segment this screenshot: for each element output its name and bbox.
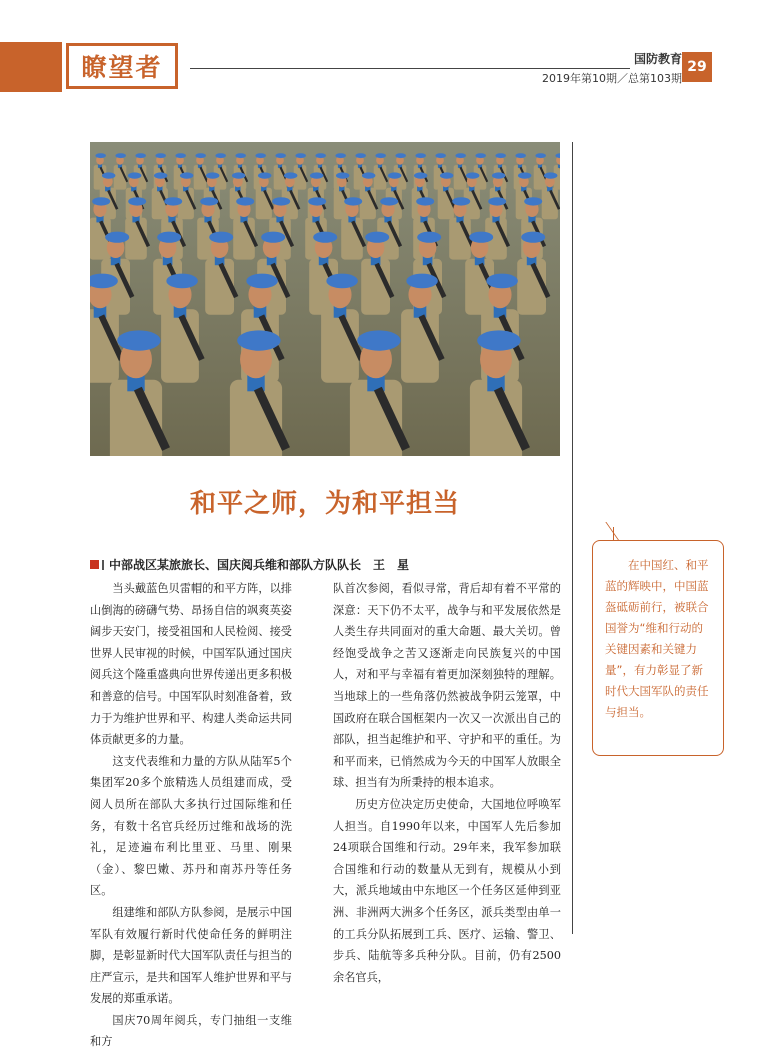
paragraph: 这支代表维和力量的方队从陆军5个集团军20多个旅精选人员组建而成，受阅人员所在部队大多执行过国际维和任务，有数十名官兵经历过维和战场的洗礼，足迹遍布利比里亚、马里、刚果（金）、黎巴嫩、苏丹和南苏丹等任务区。	[90, 754, 292, 898]
peacekeepers-photo-icon	[90, 142, 560, 456]
magazine-name: 国防教育	[633, 52, 682, 66]
article-photo	[90, 142, 560, 456]
column-brand: 瞭望者	[66, 43, 178, 89]
left-column	[90, 578, 292, 1053]
column-divider	[572, 142, 573, 934]
paragraph: 队首次参阅，看似寻常，背后却有着不平常的深意：天下仍不太平，战争与和平发展依然是人类生存共同面对的重大命题、最大关切。曾经饱受战争之苦又逐渐走向民族复兴的中国人，对和平与幸福有着更加深刻独特的理解。当地球上的一些角落仍然被战争阴云笼罩，中国政府在联合国框架内一次又一次派出自己的部队，担当起维护和平、守护和平的重任。为和平而来，已悄然成为今天的中国军人放眼全球、担当有为所秉持的根本追求。	[333, 582, 561, 790]
paragraph: 历史方位决定历史使命，大国地位呼唤军人担当。自1990年以来，中国军人先后参加24项联合国维和行动。29年来，我军参加联合国维和行动的数量从无到有，规模从小到大，派兵地域由中东地区一个任务区延伸到亚洲、非洲两大洲多个任务区，派兵类型由单一的工兵分队拓展到工兵、医疗、运输、警卫、步兵、陆航等多兵种分队。目前，仍有2500余名官兵，	[333, 797, 561, 984]
article-title: 和平之师，为和平担当	[189, 489, 460, 519]
paragraph: 组建维和部队方队参阅，是展示中国军队有效履行新时代使命任务的鲜明注脚，是彰显新时代大国军队责任与担当的庄严宣示，是共和国军人维护世界和平与发展的郑重承诺。	[90, 905, 292, 1006]
right-column	[333, 578, 561, 988]
byline-text: 中部战区某旅旅长、国庆阅兵维和部队方队队长 王 星	[109, 558, 410, 572]
byline-bar-icon	[102, 560, 104, 570]
paragraph: 当头戴蓝色贝雷帽的和平方阵，以排山倒海的磅礴气势、昂扬自信的飒爽英姿阔步天安门，接受祖国和人民检阅、接受世界人民审视的时候，中国军队通过国庆阅兵这个隆重盛典向世界传递出更多积极和善意的信号。中国军队时刻准备着，致力于为维护世界和平、构建人类命运共同体贡献更多的力量。	[90, 582, 292, 747]
header-rule	[190, 68, 630, 69]
header-accent-bar	[0, 42, 62, 92]
issue-info: 2019年第10期／总第103期	[542, 72, 682, 85]
page-number: 29	[682, 52, 712, 82]
paragraph: 国庆70周年阅兵，专门抽组一支维和方	[90, 1013, 292, 1049]
pullquote-text: 在中国红、和平蓝的辉映中，中国蓝盔砥砺前行，被联合国誉为“维和行动的关键因素和关键力量”，有力彰显了新时代大国军队的责任与担当。	[605, 558, 709, 719]
byline-marker-icon	[90, 560, 99, 569]
pullquote-tail-icon	[605, 522, 637, 541]
byline	[90, 556, 560, 573]
pullquote-box	[592, 540, 724, 756]
